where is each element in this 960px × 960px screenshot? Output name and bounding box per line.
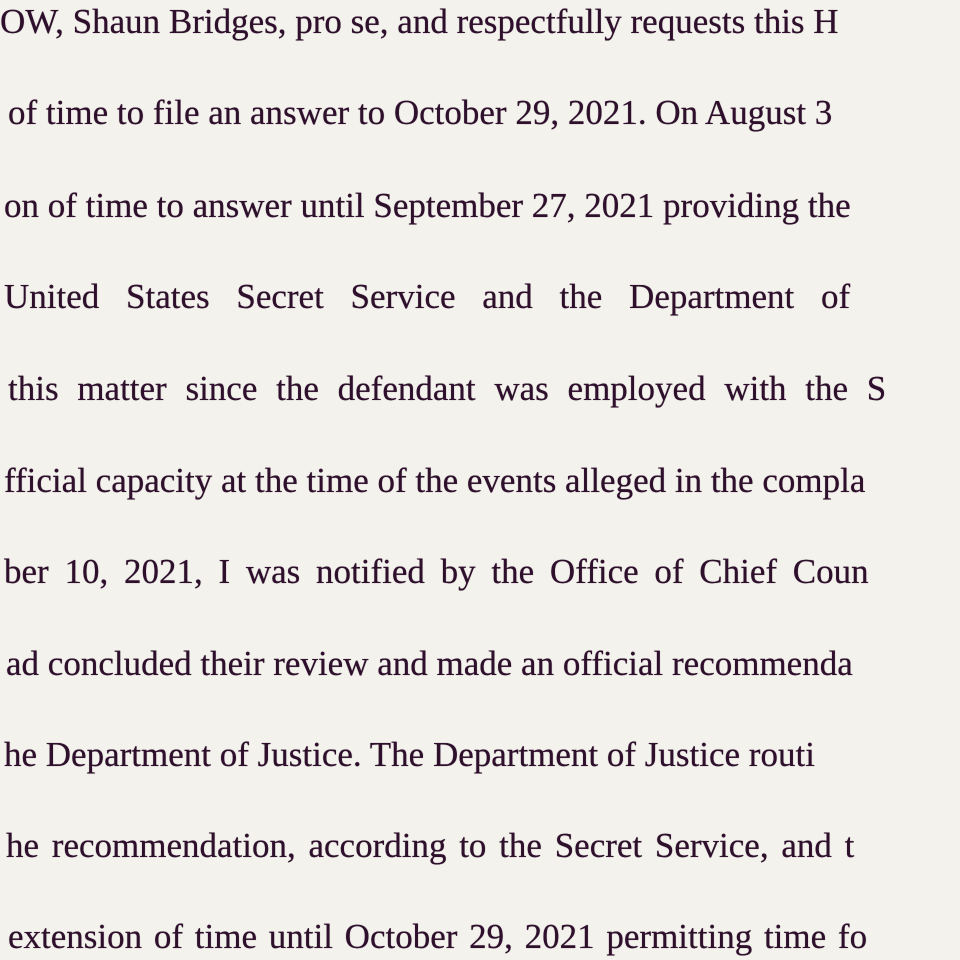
- text-line-2: of time to file an answer to October 29, 2021. On August 3: [8, 93, 833, 132]
- text-line-1: OW, Shaun Bridges, pro se, and respectfully requests this H: [0, 2, 839, 41]
- text-line-7: ber 10, 2021, I was notified by the Office of Chief Coun: [4, 552, 869, 591]
- text-line-3: on of time to answer until September 27, 2021 providing the: [4, 186, 851, 225]
- text-line-4: United States Secret Service and the Department of: [4, 277, 851, 316]
- text-line-5: this matter since the defendant was employed with the S: [8, 369, 887, 408]
- text-line-9: he Department of Justice. The Department of Justice routi: [4, 735, 815, 774]
- text-line-6: fficial capacity at the time of the events alleged in the compla: [4, 461, 866, 500]
- text-line-11: extension of time until October 29, 2021 permitting time fo: [8, 917, 868, 956]
- text-line-10: he recommendation, according to the Secret Service, and t: [6, 826, 855, 865]
- text-line-8: ad concluded their review and made an official recommenda: [6, 644, 853, 683]
